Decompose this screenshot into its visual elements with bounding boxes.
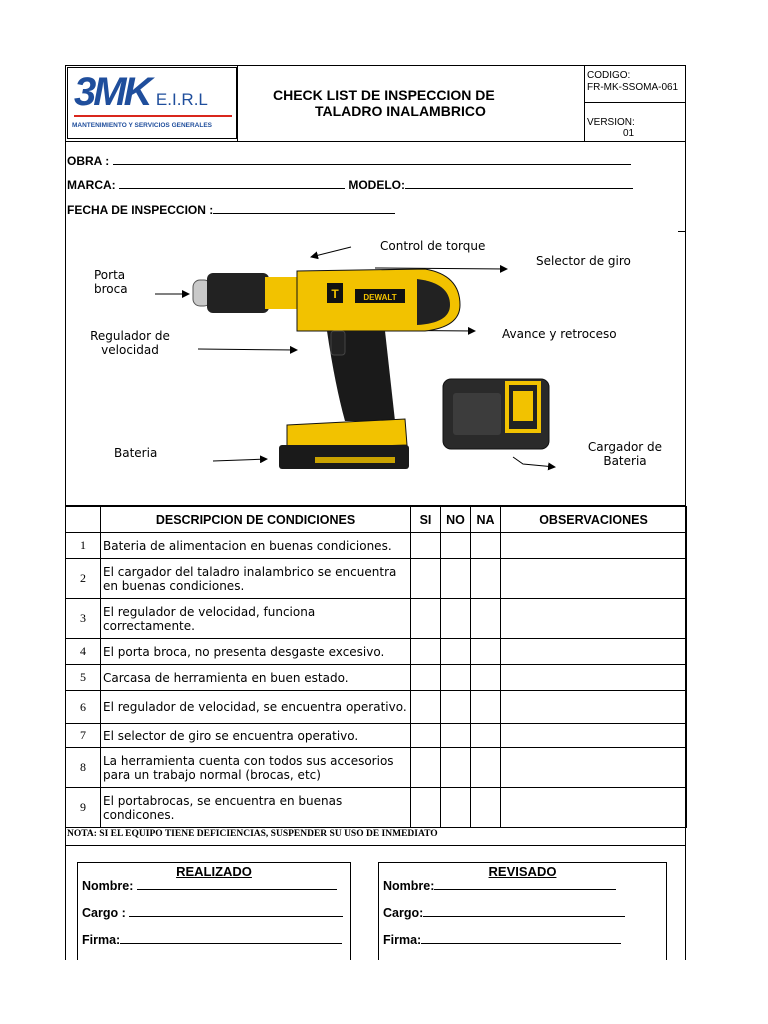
arrow-regulador — [198, 349, 297, 350]
si-checkbox-cell[interactable] — [411, 599, 441, 639]
realizado-cargo[interactable]: Cargo : — [82, 905, 343, 920]
revisado-title: REVISADO — [488, 864, 557, 879]
arrow-bateria — [213, 459, 267, 461]
table-row — [66, 665, 687, 691]
observation-cell[interactable] — [501, 639, 687, 665]
table-row — [66, 748, 687, 788]
no-checkbox-cell[interactable] — [441, 788, 471, 828]
revisado-nombre[interactable]: Nombre: — [383, 878, 616, 893]
row-number: 9 — [66, 788, 101, 828]
observation-cell[interactable] — [501, 748, 687, 788]
version-label: VERSION: — [587, 117, 635, 128]
row-number: 4 — [66, 639, 101, 665]
si-checkbox-cell[interactable] — [411, 724, 441, 748]
si-checkbox-cell[interactable] — [411, 559, 441, 599]
na-checkbox-cell[interactable] — [471, 724, 501, 748]
table-row — [66, 559, 687, 599]
observation-cell[interactable] — [501, 788, 687, 828]
code-label: CODIGO: — [587, 70, 631, 81]
na-checkbox-cell[interactable] — [471, 665, 501, 691]
no-checkbox-cell[interactable] — [441, 665, 471, 691]
row-description: La herramienta cuenta con todos sus accesorios para un trabajo normal (brocas, etc) — [101, 748, 411, 788]
no-checkbox-cell[interactable] — [441, 533, 471, 559]
title-line-1: CHECK LIST DE INSPECCION DE — [273, 87, 495, 103]
row-number: 7 — [66, 724, 101, 748]
si-checkbox-cell[interactable] — [411, 691, 441, 724]
row-description: El cargador del taladro inalambrico se encuentra en buenas condiciones. — [101, 559, 411, 599]
na-checkbox-cell[interactable] — [471, 639, 501, 665]
realizado-firma[interactable]: Firma: — [82, 932, 342, 947]
marca-field[interactable]: MARCA: MODELO: — [67, 177, 633, 192]
fecha-line[interactable] — [213, 202, 395, 214]
code-value: FR-MK-SSOMA-061 — [587, 82, 679, 93]
row-number: 8 — [66, 748, 101, 788]
table-row — [66, 599, 687, 639]
si-checkbox-cell[interactable] — [411, 788, 441, 828]
logo-tagline: MANTENIMIENTO Y SERVICIOS GENERALES — [72, 122, 213, 129]
no-checkbox-cell[interactable] — [441, 639, 471, 665]
header-na: NA — [471, 507, 501, 533]
na-checkbox-cell[interactable] — [471, 748, 501, 788]
row-description: El portabrocas, se encuentra en buenas condicones. — [101, 788, 411, 828]
callout-control-torque: Control de torque — [380, 239, 486, 253]
modelo-line[interactable] — [405, 177, 633, 189]
callout-bateria: Bateria — [114, 446, 158, 460]
drill-icon — [193, 269, 460, 469]
observation-cell[interactable] — [501, 691, 687, 724]
header-si: SI — [411, 507, 441, 533]
callout-avance: Avance y retroceso — [502, 327, 617, 341]
svg-text:T: T — [331, 287, 339, 301]
header-obs: OBSERVACIONES — [501, 507, 687, 533]
table-row — [66, 533, 687, 559]
drill-illustration — [65, 235, 686, 505]
conditions-table — [65, 506, 687, 828]
no-checkbox-cell[interactable] — [441, 748, 471, 788]
realizado-nombre[interactable]: Nombre: — [82, 878, 337, 893]
fecha-field[interactable]: FECHA DE INSPECCION : — [67, 202, 395, 217]
callout-cargador: Cargador de Bateria — [587, 440, 663, 468]
logo-box — [67, 67, 237, 139]
observation-cell[interactable] — [501, 559, 687, 599]
logo-red-line — [74, 115, 232, 117]
si-checkbox-cell[interactable] — [411, 533, 441, 559]
si-checkbox-cell[interactable] — [411, 665, 441, 691]
callout-regulador: Regulador de velocidad — [90, 329, 170, 357]
title-line-2: TALADRO INALAMBRICO — [315, 103, 486, 119]
observation-cell[interactable] — [501, 599, 687, 639]
no-checkbox-cell[interactable] — [441, 691, 471, 724]
doc-title — [240, 87, 584, 119]
realizado-box — [77, 862, 351, 960]
no-checkbox-cell[interactable] — [441, 599, 471, 639]
revisado-firma[interactable]: Firma: — [383, 932, 621, 947]
obra-line[interactable] — [113, 153, 631, 165]
row-description: El porta broca, no presenta desgaste excesivo. — [101, 639, 411, 665]
company-logo — [74, 70, 208, 115]
obra-field[interactable]: OBRA : — [67, 153, 631, 168]
row-description: El regulador de velocidad, funciona correctamente. — [101, 599, 411, 639]
logo-text: 3MK — [74, 70, 150, 114]
version-value: 01 — [623, 128, 635, 139]
si-checkbox-cell[interactable] — [411, 639, 441, 665]
callout-selector-giro: Selector de giro — [536, 254, 631, 268]
row-description: Carcasa de herramienta en buen estado. — [101, 665, 411, 691]
row-number: 1 — [66, 533, 101, 559]
arrow-control-torque — [311, 247, 351, 257]
header-no: NO — [441, 507, 471, 533]
arrow-selector-giro — [375, 268, 507, 269]
arrow-cargador — [513, 457, 555, 467]
row-number: 5 — [66, 665, 101, 691]
logo-suffix: E.I.R.L — [155, 90, 208, 109]
realizado-title: REALIZADO — [176, 864, 252, 879]
table-row — [66, 724, 687, 748]
revisado-box — [378, 862, 667, 960]
marca-line[interactable] — [119, 177, 345, 189]
row-number: 6 — [66, 691, 101, 724]
table-row — [66, 639, 687, 665]
na-checkbox-cell[interactable] — [471, 691, 501, 724]
row-description: Bateria de alimentacion en buenas condiciones. — [101, 533, 411, 559]
table-row — [66, 691, 687, 724]
row-number: 3 — [66, 599, 101, 639]
table-header-row — [66, 507, 687, 533]
charger-icon — [443, 379, 549, 449]
observation-cell[interactable] — [501, 724, 687, 748]
na-checkbox-cell[interactable] — [471, 559, 501, 599]
no-checkbox-cell[interactable] — [441, 559, 471, 599]
callout-porta-broca: Porta broca — [94, 268, 128, 296]
row-description: El selector de giro se encuentra operativo. — [101, 724, 411, 748]
observation-cell[interactable] — [501, 533, 687, 559]
observation-cell[interactable] — [501, 665, 687, 691]
na-checkbox-cell[interactable] — [471, 533, 501, 559]
row-number: 2 — [66, 559, 101, 599]
si-checkbox-cell[interactable] — [411, 748, 441, 788]
revisado-cargo[interactable]: Cargo: — [383, 905, 625, 920]
svg-text:DEWALT: DEWALT — [363, 293, 397, 302]
note-text: NOTA: SI EL EQUIPO TIENE DEFICIENCIAS, SUSPENDER SU USO DE INMEDIATO — [67, 829, 438, 839]
no-checkbox-cell[interactable] — [441, 724, 471, 748]
header-desc: DESCRIPCION DE CONDICIONES — [101, 507, 411, 533]
row-description: El regulador de velocidad, se encuentra operativo. — [101, 691, 411, 724]
na-checkbox-cell[interactable] — [471, 599, 501, 639]
na-checkbox-cell[interactable] — [471, 788, 501, 828]
table-row — [66, 788, 687, 828]
